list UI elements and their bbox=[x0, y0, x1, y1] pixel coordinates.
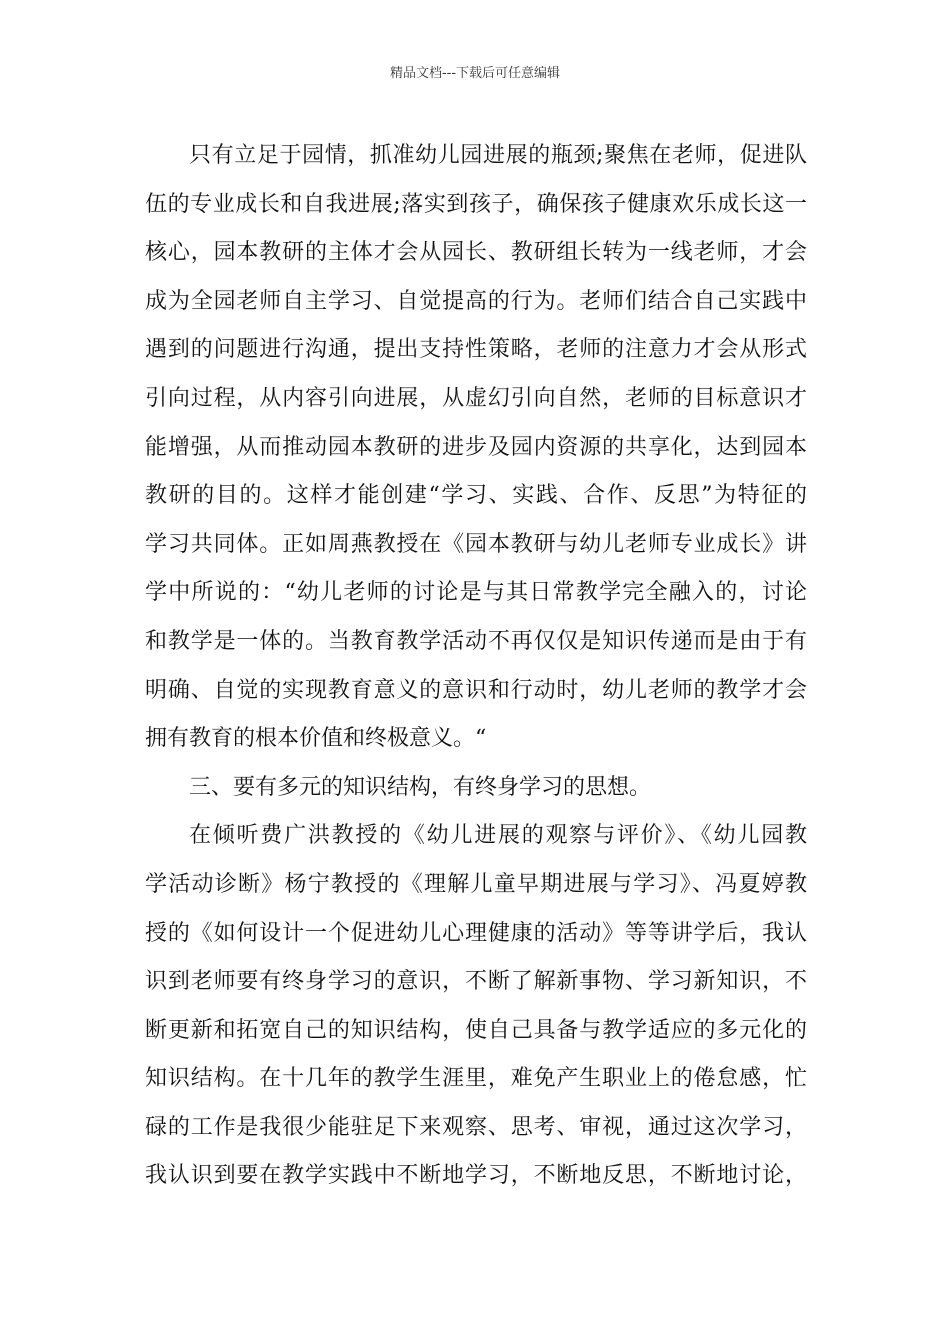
page-header: 精品文档---下载后可任意编辑 bbox=[389, 66, 561, 81]
text-line: 在倾听费广洪教授的《幼儿进展的观察与评价》、《幼儿园教 bbox=[189, 823, 807, 849]
document-body bbox=[145, 132, 807, 1201]
paragraph-3 bbox=[145, 812, 807, 1201]
text-line: 三、要有多元的知识结构，有终身学习的思想。 bbox=[189, 774, 652, 800]
text-line: 遇到的问题进行沟通，提出支持性策略，老师的注意力才会从形式 bbox=[145, 337, 807, 363]
text-line: 和教学是一体的。当教育教学活动不再仅仅是知识传递而是由于有 bbox=[145, 628, 807, 654]
text-line: 明确、自觉的实现教育意义的意识和行动时，幼儿老师的教学才会 bbox=[145, 677, 807, 703]
text-line: 学中所说的：“幼儿老师的讨论是与其日常教学完全融入的，讨论 bbox=[145, 580, 807, 606]
text-line: 授的《如何设计一个促进幼儿心理健康的活动》等等讲学后，我认 bbox=[145, 920, 807, 946]
text-line: 教研的目的。这样才能创建“学习、实践、合作、反思”为特征的 bbox=[145, 483, 807, 509]
text-line: 拥有教育的根本价值和终极意义。“ bbox=[145, 726, 487, 752]
text-line: 碌的工作是我很少能驻足下来观察、思考、审视，通过这次学习， bbox=[145, 1114, 807, 1140]
section-heading bbox=[145, 764, 807, 813]
text-line: 只有立足于园情，抓准幼儿园进展的瓶颈;聚焦在老师，促进队 bbox=[189, 143, 807, 168]
text-line: 识到老师要有终身学习的意识，不断了解新事物、学习新知识，不 bbox=[145, 969, 807, 995]
text-line: 学活动诊断》杨宁教授的《理解儿童早期进展与学习》、冯夏婷教 bbox=[145, 871, 807, 897]
text-line: 成为全园老师自主学习、自觉提高的行为。老师们结合自己实践中 bbox=[145, 288, 807, 314]
text-line: 知识结构。在十几年的教学生涯里，难免产生职业上的倦怠感，忙 bbox=[145, 1066, 807, 1092]
text-line: 引向过程，从内容引向进展，从虚幻引向自然，老师的目标意识才 bbox=[145, 385, 807, 411]
text-line: 我认识到要在教学实践中不断地学习，不断地反思，不断地讨论， bbox=[145, 1163, 807, 1189]
text-line: 断更新和拓宽自己的知识结构，使自己具备与教学适应的多元化的 bbox=[145, 1017, 807, 1043]
text-line: 核心，园本教研的主体才会从园长、教研组长转为一线老师，才会 bbox=[145, 240, 807, 266]
text-line: 学习共同体。正如周燕教授在《园本教研与幼儿老师专业成长》讲 bbox=[145, 531, 807, 557]
text-line: 伍的专业成长和自我进展;落实到孩子，确保孩子健康欢乐成长这一 bbox=[145, 191, 807, 217]
paragraph-1 bbox=[145, 132, 807, 764]
text-line: 能增强，从而推动园本教研的进步及园内资源的共享化，达到园本 bbox=[145, 434, 807, 460]
